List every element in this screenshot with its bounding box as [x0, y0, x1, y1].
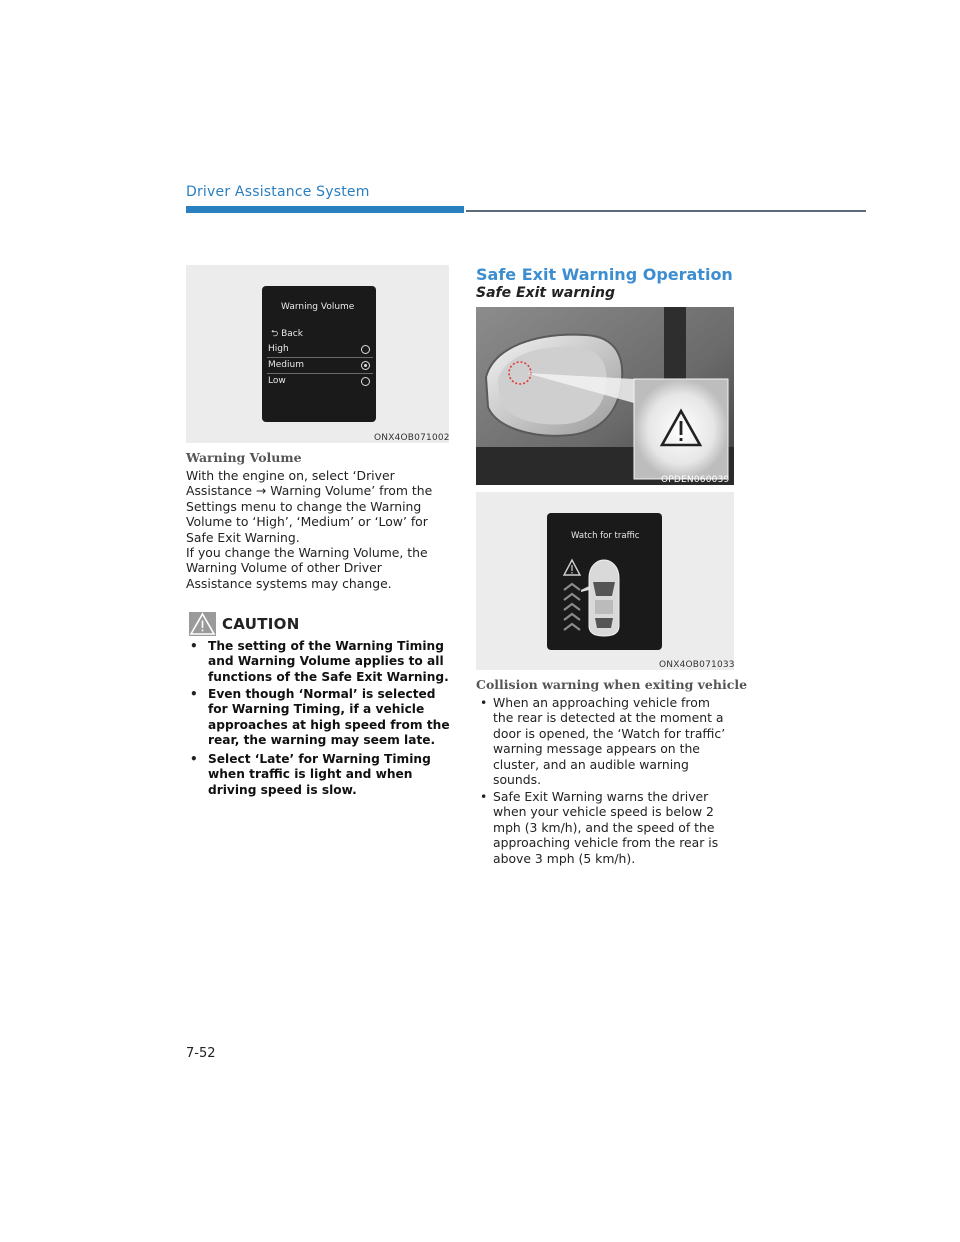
screen-title: Watch for traffic — [571, 531, 640, 541]
figure-code: ONX4OB071002 — [374, 433, 450, 443]
caption-heading: Warning Volume — [186, 450, 302, 465]
bullet: • — [190, 752, 198, 766]
figure-code: ONX4OB071033 — [659, 660, 735, 670]
bullet: • — [480, 695, 488, 710]
cluster-screen — [547, 513, 662, 650]
divider — [267, 373, 373, 374]
caution-icon — [189, 612, 216, 636]
page-number: 7-52 — [186, 1046, 216, 1061]
screen-title: Warning Volume — [281, 302, 355, 312]
header-rule — [466, 210, 866, 212]
chapter-title: Driver Assistance System — [186, 184, 370, 200]
back-arrow-icon: ⮌ — [271, 329, 279, 339]
option-low: Low — [268, 376, 286, 386]
caution-title: CAUTION — [222, 615, 300, 633]
warning-triangle-icon — [189, 612, 216, 636]
section-title: Safe Exit Warning Operation — [476, 265, 733, 284]
radio-high — [361, 345, 370, 354]
bullet: • — [480, 789, 488, 804]
header-accent-bar — [186, 206, 464, 213]
paragraph: With the engine on, select ‘Driver Assistance → Warning Volume’ from the Settings menu to change the Warning Volume to ‘High’, ‘Medium’ or ‘Low’ for Safe Exit Warning. — [186, 468, 433, 545]
figure-side-mirror — [476, 307, 734, 485]
caption-heading: Collision warning when exiting vehicle — [476, 677, 748, 692]
radio-low — [361, 377, 370, 386]
option-high: High — [268, 344, 289, 354]
car-warning-graphic — [547, 548, 662, 648]
section-subtitle: Safe Exit warning — [476, 285, 615, 301]
back-label: Back — [281, 329, 303, 339]
paragraph: If you change the Warning Volume, the Warning Volume of other Driver Assistance systems may change. — [186, 545, 428, 591]
caution-item: Select ‘Late’ for Warning Timing when traffic is light and when driving speed is slow. — [208, 752, 431, 797]
bullet: • — [190, 687, 198, 701]
caution-item: Even though ‘Normal’ is selected for Warning Timing, if a vehicle approaches at high speed from the rear, the warning may seem late. — [208, 687, 450, 748]
radio-medium-selected — [361, 361, 370, 370]
back-item — [271, 326, 303, 342]
side-mirror-illustration — [476, 307, 734, 485]
list-item: Safe Exit Warning warns the driver when your vehicle speed is below 2 mph (3 km/h), and the speed of the approaching vehicle from the rear is above 3 mph (5 km/h). — [493, 789, 719, 866]
cluster-screen — [262, 286, 376, 422]
list-item: When an approaching vehicle from the rear is detected at the moment a door is opened, the ‘Watch for traffic’ warning message appears on the cluster, and an audible warning sounds. — [493, 695, 726, 788]
option-medium: Medium — [268, 360, 304, 370]
bullet: • — [190, 639, 198, 653]
figure-code: OPDEN060039 — [661, 475, 730, 485]
caution-item: The setting of the Warning Timing and Warning Volume applies to all functions of the Safe Exit Warning. — [208, 639, 449, 684]
divider — [267, 357, 373, 358]
